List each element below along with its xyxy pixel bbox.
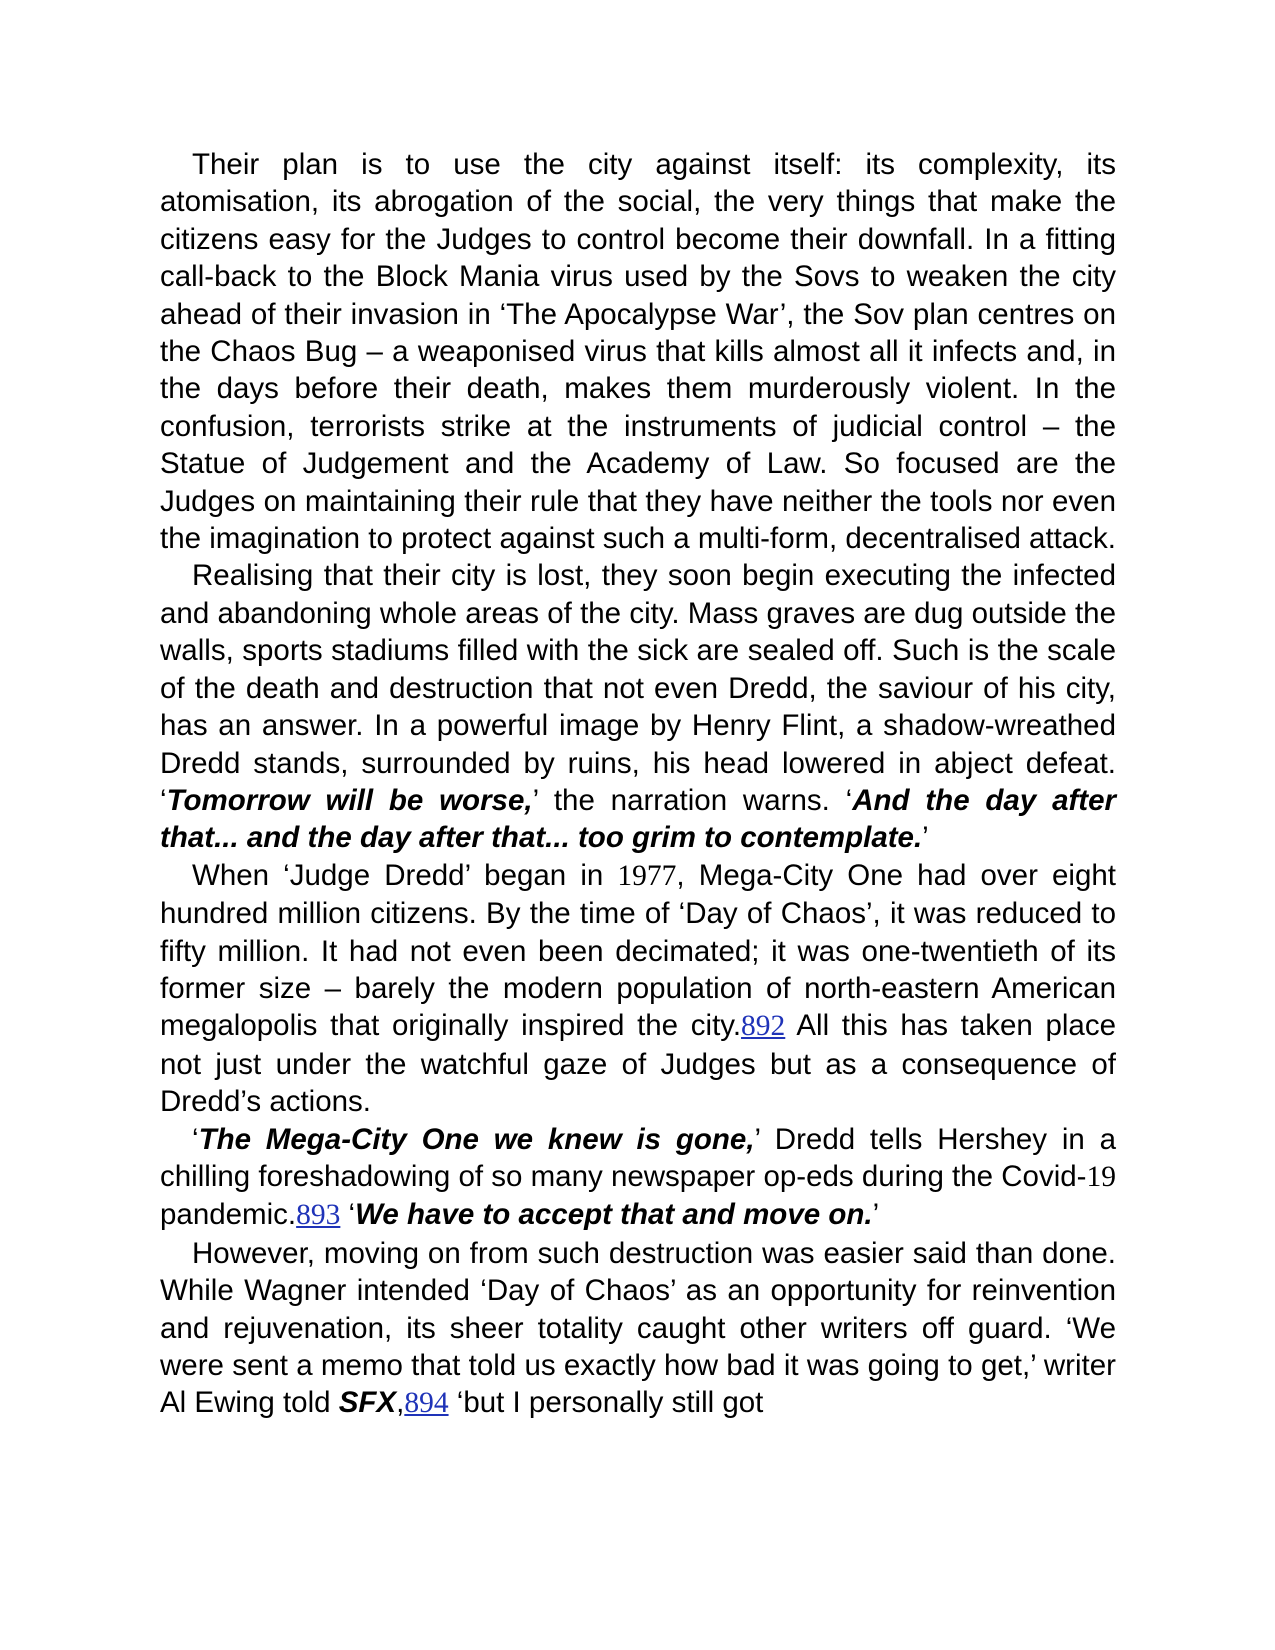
paragraph-3-text-c: All this has taken place not just under the watchful gaze of Judges but as a consequence of Dredd’s actions.	[160, 1009, 1116, 1119]
paragraph-4-text-d: ‘	[340, 1198, 356, 1232]
paragraph-1-text: Their plan is to use the city against itself: its complexity, its atomisation, its abrogation of the social, the very things that make the citizens easy for the Judges to control become their downfall. In a fitting call-back to the Block Mania virus used by the Sovs to weaken the city ahead of their invasion in ‘The Apocalypse War’, the Sov plan centres on the Chaos Bug – a weaponised virus that kills almost all it infects and, in the days before their death, makes them murderously violent. In the confusion, terrorists strike at the instruments of judicial control – the Statue of Judgement and the Academy of Law. So focused are the Judges on maintaining their rule that they have neither the tools nor even the imagination to protect against such a multi-form, decentralised attack.	[160, 148, 1116, 556]
paragraph-3	[160, 857, 1116, 1121]
paragraph-2-text-c: ’	[922, 821, 929, 855]
footnote-link-893[interactable]: 893	[296, 1199, 341, 1232]
paragraph-1	[160, 146, 1116, 557]
paragraph-5-text-a: However, moving on from such destruction was easier said than done. While Wagner intended ‘Day of Chaos’ as an opportunity for reinvention and rejuvenation, its sheer totality caught other writers off guard. ‘We were sent a memo that told us exactly how bad it was going to get,’ writer Al Ewing told	[160, 1236, 1116, 1420]
paragraph-5-text-b: ,	[396, 1386, 405, 1420]
footnote-link-894[interactable]: 894	[404, 1387, 449, 1420]
paragraph-4-text-e: ’	[872, 1198, 880, 1232]
paragraph-5	[160, 1235, 1116, 1423]
paragraph-2	[160, 557, 1116, 856]
paragraph-2-text-a: Realising that their city is lost, they soon begin executing the infected and abandoning whole areas of the city. Mass graves are dug outside the walls, sports stadiums filled with the sick are sealed off. Such is the scale of the death and destruction that not even Dredd, the saviour of his city, has an answer. In a powerful image by Henry Flint, a shadow-wreathed Dredd stands, surrounded by ruins, his head lowered in abject defeat. ‘	[160, 559, 1116, 817]
paragraph-5-text-c: ‘but I personally still got	[448, 1386, 764, 1420]
magazine-title-sfx: SFX	[338, 1386, 397, 1420]
page-body	[160, 146, 1116, 1423]
year-1977: 1977	[617, 859, 677, 892]
paragraph-3-text-a: When ‘Judge Dredd’ began in	[192, 858, 618, 892]
quote-tomorrow: Tomorrow will be worse,	[166, 783, 533, 817]
paragraph-4-text-b: ’ Dredd tells Hershey in a chilling foreshadowing of so many newspaper op-eds during the Covid-	[160, 1122, 1116, 1193]
footnote-link-892[interactable]: 892	[741, 1010, 786, 1043]
paragraph-2-text-b: ’ the narration warns. ‘	[532, 783, 853, 817]
covid-number: 19	[1086, 1160, 1116, 1193]
paragraph-4	[160, 1121, 1116, 1235]
paragraph-4-text-c: pandemic.	[160, 1198, 297, 1232]
quote-mega-city-gone: The Mega-City One we knew is gone,	[198, 1122, 755, 1156]
paragraph-3-text-b: , Mega-City One had over eight hundred million citizens. By the time of ‘Day of Chaos’, it was reduced to fifty million. It had not even been decimated; it was one-twentieth of its former size – barely the modern population of north-eastern American megalopolis that originally inspired the city.	[160, 858, 1116, 1043]
paragraph-4-text-a: ‘	[192, 1122, 199, 1156]
quote-day-after: And the day after that... and the day after that... too grim to contemplate.	[160, 783, 1117, 855]
quote-move-on: We have to accept that and move on.	[355, 1198, 873, 1232]
